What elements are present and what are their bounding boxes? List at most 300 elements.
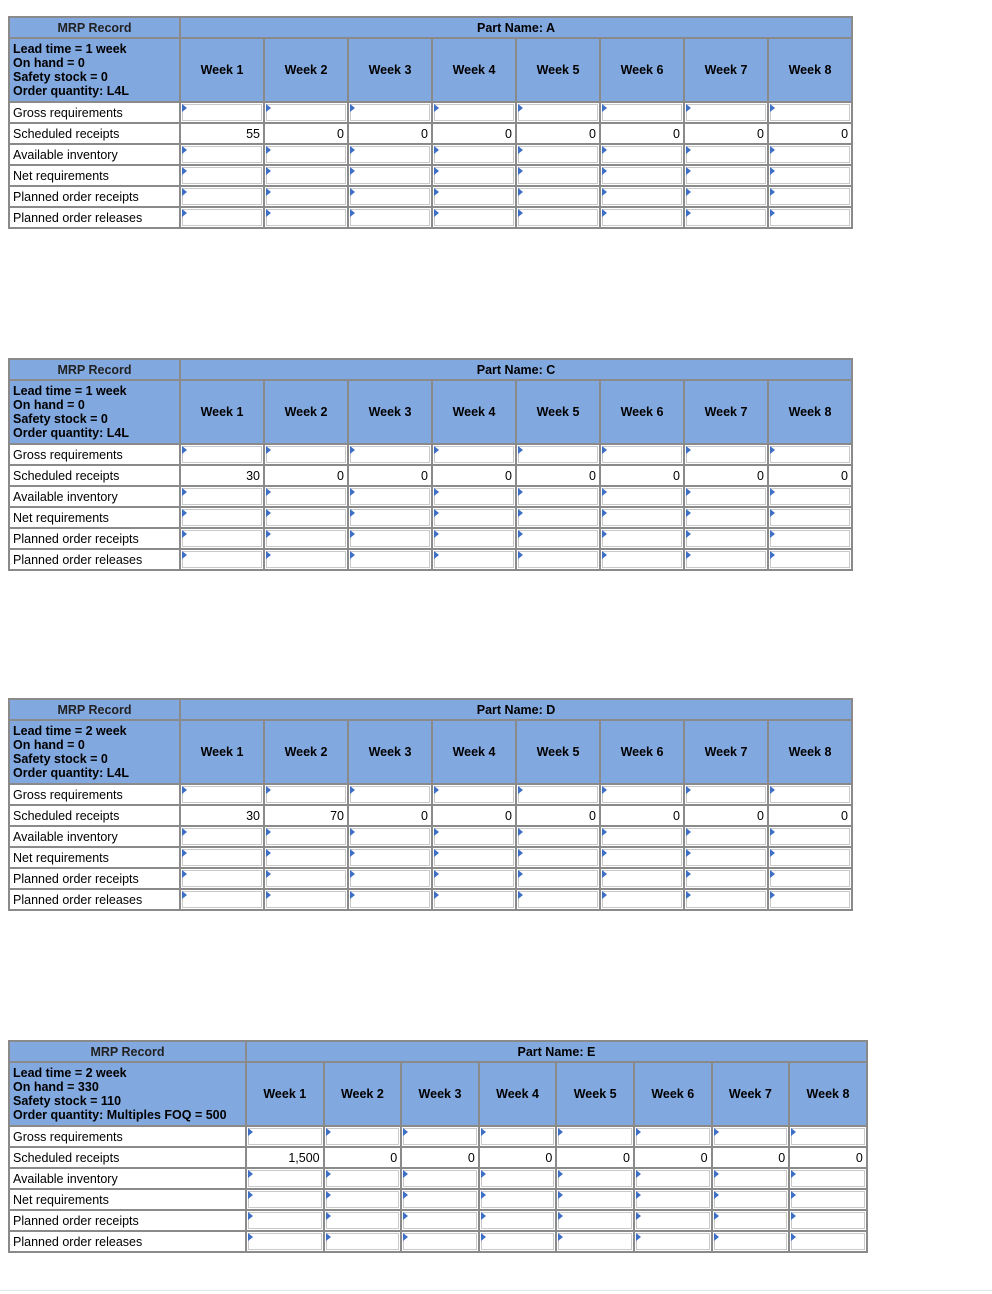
available-inventory-input-week-4[interactable] <box>432 144 516 165</box>
available-inventory-input-week-7[interactable] <box>684 826 768 847</box>
answer-input-box[interactable] <box>686 188 766 205</box>
gross-requirements-input-week-6[interactable] <box>634 1126 712 1147</box>
planned-order-releases-input-week-1[interactable] <box>180 549 264 570</box>
answer-input-box[interactable] <box>518 104 598 121</box>
available-inventory-input-week-5[interactable] <box>556 1168 634 1189</box>
planned-order-receipts-input-week-5[interactable] <box>516 186 600 207</box>
answer-input-box[interactable] <box>770 530 850 547</box>
planned-order-receipts-input-week-6[interactable] <box>600 528 684 549</box>
answer-input-box[interactable] <box>266 891 346 908</box>
gross-requirements-input-week-6[interactable] <box>600 784 684 805</box>
answer-input-box[interactable] <box>770 870 850 887</box>
answer-input-box[interactable] <box>686 446 766 463</box>
answer-input-box[interactable] <box>434 870 514 887</box>
net-requirements-input-week-7[interactable] <box>684 507 768 528</box>
answer-input-box[interactable] <box>434 509 514 526</box>
answer-input-box[interactable] <box>350 551 430 568</box>
planned-order-receipts-input-week-4[interactable] <box>432 528 516 549</box>
net-requirements-input-week-5[interactable] <box>516 507 600 528</box>
gross-requirements-input-week-5[interactable] <box>516 444 600 465</box>
gross-requirements-input-week-7[interactable] <box>684 784 768 805</box>
available-inventory-input-week-6[interactable] <box>600 486 684 507</box>
planned-order-releases-input-week-4[interactable] <box>432 889 516 910</box>
answer-input-box[interactable] <box>481 1233 555 1250</box>
answer-input-box[interactable] <box>518 167 598 184</box>
planned-order-receipts-input-week-3[interactable] <box>348 528 432 549</box>
answer-input-box[interactable] <box>350 104 430 121</box>
planned-order-releases-input-week-1[interactable] <box>180 207 264 228</box>
net-requirements-input-week-2[interactable] <box>264 165 348 186</box>
planned-order-releases-input-week-5[interactable] <box>516 207 600 228</box>
gross-requirements-input-week-7[interactable] <box>684 102 768 123</box>
planned-order-releases-input-week-4[interactable] <box>432 207 516 228</box>
answer-input-box[interactable] <box>248 1233 322 1250</box>
answer-input-box[interactable] <box>350 530 430 547</box>
answer-input-box[interactable] <box>602 849 682 866</box>
answer-input-box[interactable] <box>266 488 346 505</box>
planned-order-releases-input-week-5[interactable] <box>516 889 600 910</box>
answer-input-box[interactable] <box>714 1170 788 1187</box>
available-inventory-input-week-5[interactable] <box>516 826 600 847</box>
answer-input-box[interactable] <box>770 446 850 463</box>
answer-input-box[interactable] <box>518 891 598 908</box>
available-inventory-input-week-1[interactable] <box>246 1168 324 1189</box>
answer-input-box[interactable] <box>686 530 766 547</box>
planned-order-releases-input-week-8[interactable] <box>768 889 852 910</box>
net-requirements-input-week-1[interactable] <box>246 1189 324 1210</box>
answer-input-box[interactable] <box>770 488 850 505</box>
answer-input-box[interactable] <box>266 104 346 121</box>
answer-input-box[interactable] <box>558 1233 632 1250</box>
answer-input-box[interactable] <box>266 209 346 226</box>
answer-input-box[interactable] <box>326 1128 400 1145</box>
gross-requirements-input-week-4[interactable] <box>432 102 516 123</box>
answer-input-box[interactable] <box>434 188 514 205</box>
answer-input-box[interactable] <box>770 188 850 205</box>
answer-input-box[interactable] <box>636 1170 710 1187</box>
answer-input-box[interactable] <box>602 446 682 463</box>
net-requirements-input-week-2[interactable] <box>264 847 348 868</box>
answer-input-box[interactable] <box>686 488 766 505</box>
answer-input-box[interactable] <box>182 446 262 463</box>
planned-order-releases-input-week-8[interactable] <box>768 549 852 570</box>
answer-input-box[interactable] <box>248 1128 322 1145</box>
net-requirements-input-week-4[interactable] <box>479 1189 557 1210</box>
planned-order-receipts-input-week-7[interactable] <box>684 528 768 549</box>
gross-requirements-input-week-3[interactable] <box>348 444 432 465</box>
net-requirements-input-week-6[interactable] <box>600 507 684 528</box>
gross-requirements-input-week-6[interactable] <box>600 102 684 123</box>
planned-order-receipts-input-week-7[interactable] <box>684 868 768 889</box>
gross-requirements-input-week-5[interactable] <box>556 1126 634 1147</box>
answer-input-box[interactable] <box>350 828 430 845</box>
net-requirements-input-week-3[interactable] <box>348 165 432 186</box>
planned-order-receipts-input-week-8[interactable] <box>768 528 852 549</box>
planned-order-releases-input-week-1[interactable] <box>246 1231 324 1252</box>
available-inventory-input-week-2[interactable] <box>264 826 348 847</box>
answer-input-box[interactable] <box>770 849 850 866</box>
planned-order-releases-input-week-6[interactable] <box>600 889 684 910</box>
answer-input-box[interactable] <box>714 1212 788 1229</box>
planned-order-releases-input-week-8[interactable] <box>768 207 852 228</box>
planned-order-releases-input-week-2[interactable] <box>324 1231 402 1252</box>
available-inventory-input-week-8[interactable] <box>768 144 852 165</box>
answer-input-box[interactable] <box>350 891 430 908</box>
available-inventory-input-week-6[interactable] <box>634 1168 712 1189</box>
planned-order-releases-input-week-6[interactable] <box>600 207 684 228</box>
answer-input-box[interactable] <box>434 146 514 163</box>
available-inventory-input-week-7[interactable] <box>684 486 768 507</box>
planned-order-receipts-input-week-8[interactable] <box>789 1210 867 1231</box>
answer-input-box[interactable] <box>403 1191 477 1208</box>
available-inventory-input-week-1[interactable] <box>180 486 264 507</box>
answer-input-box[interactable] <box>266 509 346 526</box>
answer-input-box[interactable] <box>686 891 766 908</box>
answer-input-box[interactable] <box>403 1233 477 1250</box>
gross-requirements-input-week-5[interactable] <box>516 784 600 805</box>
answer-input-box[interactable] <box>518 146 598 163</box>
planned-order-receipts-input-week-2[interactable] <box>264 868 348 889</box>
planned-order-releases-input-week-7[interactable] <box>684 889 768 910</box>
gross-requirements-input-week-2[interactable] <box>264 102 348 123</box>
answer-input-box[interactable] <box>434 828 514 845</box>
answer-input-box[interactable] <box>266 146 346 163</box>
answer-input-box[interactable] <box>182 870 262 887</box>
answer-input-box[interactable] <box>481 1191 555 1208</box>
planned-order-releases-input-week-7[interactable] <box>684 549 768 570</box>
answer-input-box[interactable] <box>558 1170 632 1187</box>
answer-input-box[interactable] <box>434 786 514 803</box>
answer-input-box[interactable] <box>714 1191 788 1208</box>
answer-input-box[interactable] <box>266 786 346 803</box>
answer-input-box[interactable] <box>686 870 766 887</box>
answer-input-box[interactable] <box>266 551 346 568</box>
answer-input-box[interactable] <box>602 509 682 526</box>
available-inventory-input-week-5[interactable] <box>516 486 600 507</box>
gross-requirements-input-week-1[interactable] <box>180 444 264 465</box>
planned-order-releases-input-week-6[interactable] <box>600 549 684 570</box>
gross-requirements-input-week-2[interactable] <box>264 784 348 805</box>
net-requirements-input-week-1[interactable] <box>180 507 264 528</box>
answer-input-box[interactable] <box>350 870 430 887</box>
available-inventory-input-week-3[interactable] <box>348 826 432 847</box>
answer-input-box[interactable] <box>434 891 514 908</box>
planned-order-releases-input-week-3[interactable] <box>348 549 432 570</box>
answer-input-box[interactable] <box>182 891 262 908</box>
answer-input-box[interactable] <box>714 1233 788 1250</box>
planned-order-receipts-input-week-3[interactable] <box>401 1210 479 1231</box>
planned-order-releases-input-week-4[interactable] <box>479 1231 557 1252</box>
available-inventory-input-week-7[interactable] <box>684 144 768 165</box>
answer-input-box[interactable] <box>481 1128 555 1145</box>
net-requirements-input-week-6[interactable] <box>600 847 684 868</box>
answer-input-box[interactable] <box>791 1212 865 1229</box>
answer-input-box[interactable] <box>791 1191 865 1208</box>
net-requirements-input-week-7[interactable] <box>684 165 768 186</box>
answer-input-box[interactable] <box>770 104 850 121</box>
net-requirements-input-week-6[interactable] <box>600 165 684 186</box>
answer-input-box[interactable] <box>770 551 850 568</box>
planned-order-receipts-input-week-6[interactable] <box>600 868 684 889</box>
planned-order-receipts-input-week-1[interactable] <box>180 868 264 889</box>
answer-input-box[interactable] <box>602 167 682 184</box>
answer-input-box[interactable] <box>350 786 430 803</box>
planned-order-receipts-input-week-8[interactable] <box>768 186 852 207</box>
gross-requirements-input-week-5[interactable] <box>516 102 600 123</box>
net-requirements-input-week-6[interactable] <box>634 1189 712 1210</box>
net-requirements-input-week-3[interactable] <box>401 1189 479 1210</box>
answer-input-box[interactable] <box>182 146 262 163</box>
planned-order-receipts-input-week-5[interactable] <box>516 528 600 549</box>
answer-input-box[interactable] <box>326 1212 400 1229</box>
gross-requirements-input-week-6[interactable] <box>600 444 684 465</box>
answer-input-box[interactable] <box>602 488 682 505</box>
answer-input-box[interactable] <box>770 891 850 908</box>
gross-requirements-input-week-1[interactable] <box>180 784 264 805</box>
planned-order-receipts-input-week-4[interactable] <box>479 1210 557 1231</box>
answer-input-box[interactable] <box>350 446 430 463</box>
answer-input-box[interactable] <box>686 786 766 803</box>
answer-input-box[interactable] <box>770 786 850 803</box>
planned-order-receipts-input-week-1[interactable] <box>180 186 264 207</box>
answer-input-box[interactable] <box>326 1170 400 1187</box>
gross-requirements-input-week-8[interactable] <box>768 784 852 805</box>
answer-input-box[interactable] <box>518 849 598 866</box>
net-requirements-input-week-8[interactable] <box>768 507 852 528</box>
gross-requirements-input-week-8[interactable] <box>768 444 852 465</box>
net-requirements-input-week-8[interactable] <box>789 1189 867 1210</box>
planned-order-receipts-input-week-4[interactable] <box>432 868 516 889</box>
planned-order-releases-input-week-2[interactable] <box>264 549 348 570</box>
answer-input-box[interactable] <box>182 551 262 568</box>
planned-order-releases-input-week-6[interactable] <box>634 1231 712 1252</box>
answer-input-box[interactable] <box>686 104 766 121</box>
answer-input-box[interactable] <box>182 786 262 803</box>
answer-input-box[interactable] <box>518 786 598 803</box>
answer-input-box[interactable] <box>182 509 262 526</box>
planned-order-receipts-input-week-5[interactable] <box>516 868 600 889</box>
answer-input-box[interactable] <box>770 209 850 226</box>
planned-order-receipts-input-week-2[interactable] <box>264 186 348 207</box>
answer-input-box[interactable] <box>182 209 262 226</box>
answer-input-box[interactable] <box>636 1233 710 1250</box>
available-inventory-input-week-8[interactable] <box>789 1168 867 1189</box>
answer-input-box[interactable] <box>403 1212 477 1229</box>
answer-input-box[interactable] <box>248 1170 322 1187</box>
available-inventory-input-week-3[interactable] <box>401 1168 479 1189</box>
planned-order-receipts-input-week-5[interactable] <box>556 1210 634 1231</box>
gross-requirements-input-week-4[interactable] <box>479 1126 557 1147</box>
net-requirements-input-week-1[interactable] <box>180 165 264 186</box>
answer-input-box[interactable] <box>686 209 766 226</box>
answer-input-box[interactable] <box>434 167 514 184</box>
answer-input-box[interactable] <box>791 1233 865 1250</box>
answer-input-box[interactable] <box>518 488 598 505</box>
planned-order-releases-input-week-7[interactable] <box>684 207 768 228</box>
answer-input-box[interactable] <box>558 1212 632 1229</box>
gross-requirements-input-week-1[interactable] <box>180 102 264 123</box>
answer-input-box[interactable] <box>248 1212 322 1229</box>
answer-input-box[interactable] <box>266 828 346 845</box>
answer-input-box[interactable] <box>182 828 262 845</box>
answer-input-box[interactable] <box>350 209 430 226</box>
answer-input-box[interactable] <box>434 551 514 568</box>
answer-input-box[interactable] <box>791 1128 865 1145</box>
answer-input-box[interactable] <box>602 551 682 568</box>
available-inventory-input-week-5[interactable] <box>516 144 600 165</box>
answer-input-box[interactable] <box>266 530 346 547</box>
answer-input-box[interactable] <box>434 530 514 547</box>
gross-requirements-input-week-2[interactable] <box>324 1126 402 1147</box>
available-inventory-input-week-8[interactable] <box>768 486 852 507</box>
available-inventory-input-week-8[interactable] <box>768 826 852 847</box>
available-inventory-input-week-2[interactable] <box>264 144 348 165</box>
available-inventory-input-week-1[interactable] <box>180 826 264 847</box>
net-requirements-input-week-1[interactable] <box>180 847 264 868</box>
answer-input-box[interactable] <box>266 188 346 205</box>
answer-input-box[interactable] <box>182 530 262 547</box>
planned-order-releases-input-week-3[interactable] <box>348 207 432 228</box>
gross-requirements-input-week-7[interactable] <box>684 444 768 465</box>
answer-input-box[interactable] <box>770 146 850 163</box>
answer-input-box[interactable] <box>518 551 598 568</box>
planned-order-receipts-input-week-1[interactable] <box>246 1210 324 1231</box>
answer-input-box[interactable] <box>350 146 430 163</box>
answer-input-box[interactable] <box>636 1191 710 1208</box>
answer-input-box[interactable] <box>602 891 682 908</box>
planned-order-receipts-input-week-1[interactable] <box>180 528 264 549</box>
answer-input-box[interactable] <box>266 446 346 463</box>
gross-requirements-input-week-3[interactable] <box>348 102 432 123</box>
answer-input-box[interactable] <box>434 849 514 866</box>
answer-input-box[interactable] <box>518 530 598 547</box>
planned-order-receipts-input-week-2[interactable] <box>324 1210 402 1231</box>
answer-input-box[interactable] <box>434 209 514 226</box>
available-inventory-input-week-6[interactable] <box>600 826 684 847</box>
net-requirements-input-week-8[interactable] <box>768 847 852 868</box>
net-requirements-input-week-3[interactable] <box>348 507 432 528</box>
answer-input-box[interactable] <box>266 870 346 887</box>
planned-order-releases-input-week-5[interactable] <box>556 1231 634 1252</box>
available-inventory-input-week-2[interactable] <box>324 1168 402 1189</box>
answer-input-box[interactable] <box>182 104 262 121</box>
available-inventory-input-week-4[interactable] <box>479 1168 557 1189</box>
planned-order-releases-input-week-2[interactable] <box>264 889 348 910</box>
answer-input-box[interactable] <box>266 167 346 184</box>
gross-requirements-input-week-1[interactable] <box>246 1126 324 1147</box>
answer-input-box[interactable] <box>686 828 766 845</box>
planned-order-releases-input-week-5[interactable] <box>516 549 600 570</box>
answer-input-box[interactable] <box>518 828 598 845</box>
net-requirements-input-week-5[interactable] <box>516 847 600 868</box>
net-requirements-input-week-2[interactable] <box>324 1189 402 1210</box>
planned-order-releases-input-week-7[interactable] <box>712 1231 790 1252</box>
planned-order-releases-input-week-8[interactable] <box>789 1231 867 1252</box>
answer-input-box[interactable] <box>182 849 262 866</box>
gross-requirements-input-week-3[interactable] <box>401 1126 479 1147</box>
net-requirements-input-week-4[interactable] <box>432 507 516 528</box>
answer-input-box[interactable] <box>518 509 598 526</box>
answer-input-box[interactable] <box>182 488 262 505</box>
answer-input-box[interactable] <box>558 1128 632 1145</box>
planned-order-receipts-input-week-4[interactable] <box>432 186 516 207</box>
gross-requirements-input-week-3[interactable] <box>348 784 432 805</box>
answer-input-box[interactable] <box>434 446 514 463</box>
gross-requirements-input-week-8[interactable] <box>768 102 852 123</box>
available-inventory-input-week-3[interactable] <box>348 144 432 165</box>
net-requirements-input-week-7[interactable] <box>684 847 768 868</box>
answer-input-box[interactable] <box>602 786 682 803</box>
gross-requirements-input-week-4[interactable] <box>432 784 516 805</box>
net-requirements-input-week-4[interactable] <box>432 847 516 868</box>
answer-input-box[interactable] <box>350 509 430 526</box>
answer-input-box[interactable] <box>770 828 850 845</box>
answer-input-box[interactable] <box>602 146 682 163</box>
planned-order-releases-input-week-3[interactable] <box>348 889 432 910</box>
answer-input-box[interactable] <box>686 551 766 568</box>
answer-input-box[interactable] <box>602 209 682 226</box>
answer-input-box[interactable] <box>636 1128 710 1145</box>
planned-order-receipts-input-week-7[interactable] <box>712 1210 790 1231</box>
net-requirements-input-week-5[interactable] <box>556 1189 634 1210</box>
answer-input-box[interactable] <box>602 188 682 205</box>
gross-requirements-input-week-2[interactable] <box>264 444 348 465</box>
answer-input-box[interactable] <box>350 188 430 205</box>
answer-input-box[interactable] <box>248 1191 322 1208</box>
planned-order-receipts-input-week-6[interactable] <box>634 1210 712 1231</box>
answer-input-box[interactable] <box>518 209 598 226</box>
available-inventory-input-week-4[interactable] <box>432 826 516 847</box>
answer-input-box[interactable] <box>558 1191 632 1208</box>
net-requirements-input-week-5[interactable] <box>516 165 600 186</box>
answer-input-box[interactable] <box>770 509 850 526</box>
answer-input-box[interactable] <box>602 828 682 845</box>
net-requirements-input-week-3[interactable] <box>348 847 432 868</box>
answer-input-box[interactable] <box>636 1212 710 1229</box>
planned-order-receipts-input-week-7[interactable] <box>684 186 768 207</box>
answer-input-box[interactable] <box>518 446 598 463</box>
answer-input-box[interactable] <box>518 188 598 205</box>
answer-input-box[interactable] <box>350 488 430 505</box>
available-inventory-input-week-6[interactable] <box>600 144 684 165</box>
planned-order-releases-input-week-4[interactable] <box>432 549 516 570</box>
answer-input-box[interactable] <box>350 167 430 184</box>
net-requirements-input-week-4[interactable] <box>432 165 516 186</box>
gross-requirements-input-week-8[interactable] <box>789 1126 867 1147</box>
answer-input-box[interactable] <box>714 1128 788 1145</box>
available-inventory-input-week-4[interactable] <box>432 486 516 507</box>
available-inventory-input-week-1[interactable] <box>180 144 264 165</box>
answer-input-box[interactable] <box>602 530 682 547</box>
available-inventory-input-week-7[interactable] <box>712 1168 790 1189</box>
gross-requirements-input-week-7[interactable] <box>712 1126 790 1147</box>
answer-input-box[interactable] <box>686 167 766 184</box>
answer-input-box[interactable] <box>481 1170 555 1187</box>
answer-input-box[interactable] <box>686 146 766 163</box>
planned-order-receipts-input-week-2[interactable] <box>264 528 348 549</box>
net-requirements-input-week-8[interactable] <box>768 165 852 186</box>
answer-input-box[interactable] <box>481 1212 555 1229</box>
answer-input-box[interactable] <box>266 849 346 866</box>
answer-input-box[interactable] <box>182 188 262 205</box>
answer-input-box[interactable] <box>791 1170 865 1187</box>
answer-input-box[interactable] <box>326 1191 400 1208</box>
answer-input-box[interactable] <box>182 167 262 184</box>
planned-order-receipts-input-week-8[interactable] <box>768 868 852 889</box>
net-requirements-input-week-7[interactable] <box>712 1189 790 1210</box>
planned-order-receipts-input-week-3[interactable] <box>348 868 432 889</box>
answer-input-box[interactable] <box>602 870 682 887</box>
